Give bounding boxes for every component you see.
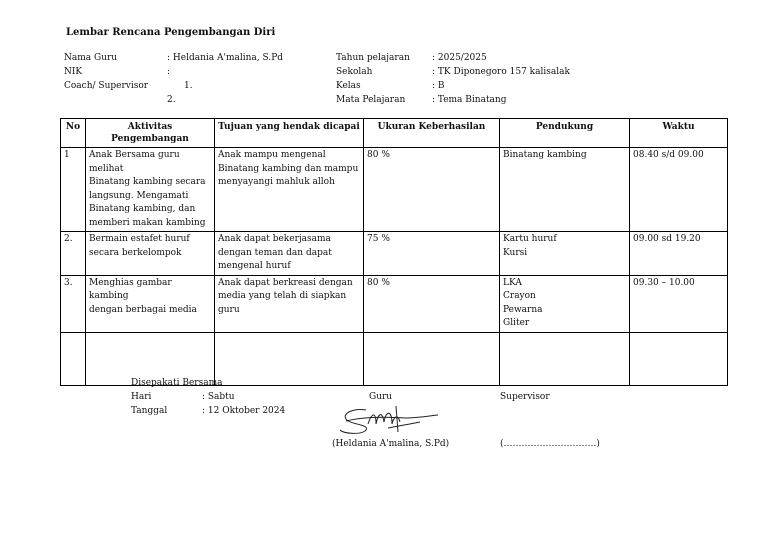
header-pendukung: Pendukung — [500, 119, 630, 148]
cell-line: Anak dapat berkreasi dengan — [218, 277, 353, 288]
cell-line: Binatang kambing secara — [89, 177, 206, 187]
cell-waktu: 08.40 s/d 09.00 — [630, 148, 728, 232]
info-nama-guru-value: : Heldania A'malina, S.Pd — [167, 53, 284, 63]
header-aktivitas: Aktivitas Pengembangan — [86, 119, 215, 148]
agreed-label: Disepakati Bersama — [131, 378, 223, 388]
info-tahun-value: : 2025/2025 — [432, 53, 487, 63]
cell-waktu: 09.00 sd 19.20 — [630, 232, 728, 276]
cell-line: menyayangi mahluk alloh — [218, 177, 335, 187]
info-coach-value-2: 2. — [167, 95, 176, 105]
info-tahun-label: Tahun pelajaran — [336, 53, 410, 63]
cell-ukuran: 75 % — [364, 232, 500, 276]
cell-line: Kursi — [503, 247, 528, 258]
header-no: No — [61, 119, 86, 148]
cell-empty — [61, 332, 86, 385]
header-ukuran: Ukuran Keberhasilan — [364, 119, 500, 148]
cell-pendukung — [500, 275, 630, 332]
cell-line: Gliter — [503, 318, 530, 328]
cell-waktu: 09.30 – 10.00 — [630, 275, 728, 332]
cell-pendukung — [500, 232, 630, 276]
hari-label: Hari — [131, 392, 152, 402]
cell-line: langsung. Mengamati — [89, 190, 189, 201]
cell-tujuan — [215, 275, 364, 332]
table-header-row — [61, 119, 728, 148]
cell-aktivitas — [86, 232, 215, 276]
info-coach-value-1: 1. — [184, 81, 193, 91]
cell-line: media yang telah di siapkan — [218, 291, 347, 301]
cell-line: Binatang kambing — [503, 150, 587, 160]
cell-tujuan — [215, 232, 364, 276]
info-coach-label: Coach/ Supervisor — [64, 81, 149, 91]
cell-line: Bermain estafet huruf — [89, 234, 190, 244]
tanggal-value: : 12 Oktober 2024 — [202, 406, 286, 416]
info-nik-label: NIK — [64, 67, 83, 77]
cell-line: Anak dapat bekerjasama — [218, 234, 331, 244]
cell-line: dengan berbagai media — [89, 304, 197, 315]
cell-line: mengenal huruf — [218, 261, 291, 271]
cell-empty — [630, 332, 728, 385]
cell-empty — [215, 332, 364, 385]
cell-line: Anak Bersama guru melihat — [89, 150, 180, 174]
cell-ukuran: 80 % — [364, 275, 500, 332]
development-plan-table — [60, 118, 728, 386]
info-kelas-label: Kelas — [336, 81, 361, 91]
cell-aktivitas — [86, 275, 215, 332]
cell-pendukung — [500, 148, 630, 232]
info-nik-value: : — [167, 67, 171, 77]
cell-no: 3. — [61, 275, 86, 332]
cell-no: 1 — [61, 148, 86, 232]
header-waktu: Waktu — [630, 119, 728, 148]
table-row — [61, 232, 728, 276]
hari-value: : Sabtu — [202, 392, 235, 402]
cell-aktivitas — [86, 148, 215, 232]
cell-no: 2. — [61, 232, 86, 276]
supervisor-label: Supervisor — [500, 392, 550, 402]
cell-empty — [364, 332, 500, 385]
header-tujuan: Tujuan yang hendak dicapai — [215, 119, 364, 148]
cell-line: dengan teman dan dapat — [218, 247, 332, 258]
cell-line: Kartu huruf — [503, 234, 557, 244]
table-row — [61, 275, 728, 332]
info-mapel-value: : Tema Binatang — [432, 95, 507, 105]
cell-empty — [500, 332, 630, 385]
info-mapel-label: Mata Pelajaran — [336, 95, 406, 105]
supervisor-name: (………………………….) — [500, 439, 600, 449]
info-kelas-value: : B — [432, 81, 445, 91]
signature-image — [336, 404, 444, 436]
guru-name: (Heldania A'malina, S.Pd) — [332, 439, 450, 449]
cell-line: memberi makan kambing — [89, 217, 206, 228]
info-sekolah-label: Sekolah — [336, 67, 373, 77]
document-title: Lembar Rencana Pengembangan Diri — [66, 27, 276, 38]
info-nama-guru-label: Nama Guru — [64, 53, 118, 63]
cell-line: Binatang kambing, dan — [89, 204, 196, 214]
cell-line: secara berkelompok — [89, 247, 182, 258]
tanggal-label: Tanggal — [131, 406, 168, 416]
cell-line: LKA — [503, 277, 522, 288]
cell-line: Pewarna — [503, 304, 543, 315]
cell-line: Anak mampu mengenal — [218, 150, 326, 160]
cell-tujuan — [215, 148, 364, 232]
cell-line: Menghias gambar kambing — [89, 277, 172, 301]
info-sekolah-value: : TK Diponegoro 157 kalisalak — [432, 67, 570, 77]
guru-label: Guru — [369, 392, 393, 402]
cell-line: guru — [218, 304, 240, 315]
cell-ukuran: 80 % — [364, 148, 500, 232]
cell-line: Crayon — [503, 291, 536, 301]
table-row — [61, 148, 728, 232]
cell-line: Binatang kambing dan mampu — [218, 163, 359, 174]
